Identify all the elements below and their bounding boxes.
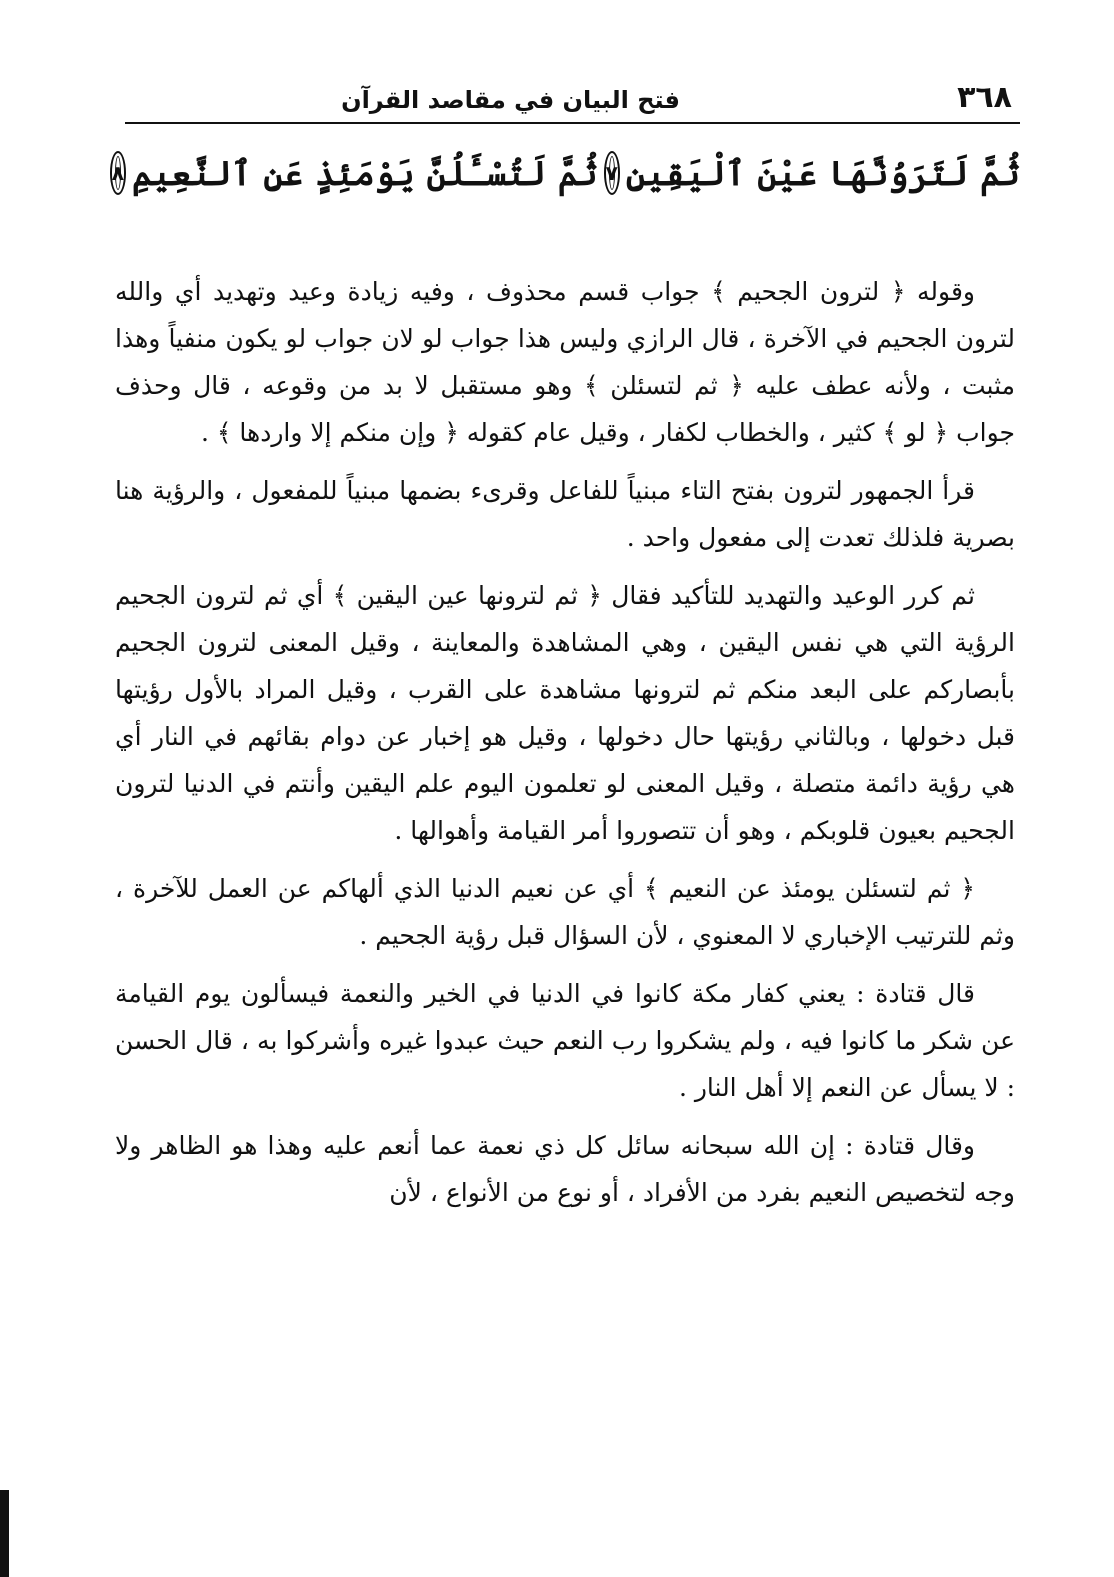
commentary-paragraph-5: قال قتادة : يعني كفار مكة كانوا في الدنيا في الخير والنعمة فيسألون يوم القيامة عن شكر ما كانوا فيه ، ولم يشكروا رب النعم حيث عبدوا غيره وأشركوا به ، قال الحسن : لا يسأل عن النعم إلا أهل النار . [115, 979, 1015, 1102]
quran-verse-line [111, 140, 1020, 206]
verse-segment-7: ثُمَّ لَتَرَوُنَّهَا عَيْنَ ٱلْيَقِينِ [625, 153, 1020, 194]
commentary-paragraph-2: قرأ الجمهور لترون بفتح التاء مبنياً للفاعل وقرىء بضمها مبنياً للمفعول ، والرؤية هنا بصرية فلذلك تعدت إلى مفعول واحد . [115, 476, 1015, 552]
running-title: فتح البيان في مقاصد القرآن [341, 86, 680, 114]
commentary-paragraph-3: ثم كرر الوعيد والتهديد للتأكيد فقال ﴿ ثم لترونها عين اليقين ﴾ أي ثم لترون الجحيم الرؤية التي هي نفس اليقين ، وهي المشاهدة والمعاينة ، وقيل المعنى لترون الجحيم بأبصاركم على البعد منكم ثم لترونها مشاهدة على القرب ، وقيل المراد بالأول رؤيتها قبل دخولها ، وبالثاني رؤيتها حال دخولها ، وقيل هو إخبار عن دوام بقائهم في النار أي هي رؤية دائمة متصلة ، وقيل المعنى لو تعلمون اليوم علم اليقين وأنتم في الدنيا لترون الجحيم بعيون قلوبكم ، وهو أن تتصوروا أمر القيامة وأهوالها . [115, 581, 1015, 845]
commentary-paragraph-4: ﴿ ثم لتسئلن يومئذ عن النعيم ﴾ أي عن نعيم الدنيا الذي ألهاكم عن العمل للآخرة ، وثم للترتيب الإخباري لا المعنوي ، لأن السؤال قبل رؤية الجحيم . [115, 874, 1015, 950]
page-header [125, 70, 1020, 124]
ayah-number-marker-7: ٧ [604, 151, 620, 195]
ayah-number-marker-8: ٨ [110, 151, 126, 195]
commentary-paragraph-1: وقوله ﴿ لترون الجحيم ﴾ جواب قسم محذوف ، وفيه زيادة وعيد وتهديد أي والله لترون الجحيم في الآخرة ، قال الرازي وليس هذا جواب لو لان جواب لو يكون منفياً وهذا مثبت ، ولأنه عطف عليه ﴿ ثم لتسئلن ﴾ وهو مستقبل لا بد من وقوعه ، قال وحذف جواب ﴿ لو ﴾ كثير ، والخطاب لكفار ، وقيل عام كقوله ﴿ وإن منكم إلا واردها ﴾ . [115, 277, 1015, 447]
verse-segment-8: ثُمَّ لَتُسْـَٔلُنَّ يَوْمَئِذٍ عَنِ ٱلنَّعِيمِ [131, 153, 598, 194]
scan-edge-mark [0, 1490, 9, 1577]
page-number: ٣٦٨ [957, 80, 1012, 115]
commentary-body [115, 268, 1015, 1227]
commentary-paragraph-6: وقال قتادة : إن الله سبحانه سائل كل ذي نعمة عما أنعم عليه وهذا هو الظاهر ولا وجه لتخصيص النعيم بفرد من الأفراد ، أو نوع من الأنواع ، لأن [115, 1131, 1015, 1207]
